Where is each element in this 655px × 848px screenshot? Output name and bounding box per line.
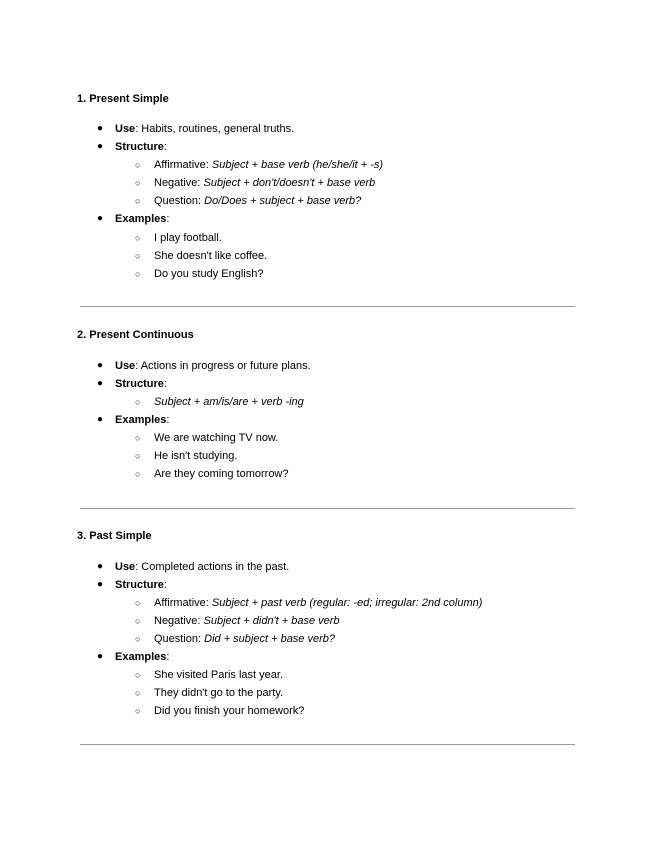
bullet-disc: ●	[97, 360, 104, 371]
bullet-disc: ●	[97, 651, 104, 662]
structure-prefix: Question:	[154, 633, 205, 645]
bullet-disc: ●	[97, 123, 104, 134]
bullet-disc: ●	[97, 378, 104, 389]
bullet-circle: ○	[135, 233, 141, 243]
structure-item	[135, 596, 482, 610]
example-item	[135, 668, 283, 682]
example-item	[135, 231, 222, 245]
structure-item	[135, 176, 375, 190]
example-item	[135, 431, 278, 445]
use-text: : Completed actions in the past.	[135, 561, 290, 573]
structure-colon: :	[163, 579, 167, 591]
bullet-circle: ○	[135, 634, 141, 644]
bullet-disc: ●	[97, 414, 104, 425]
horizontal-divider	[80, 306, 575, 307]
bullet-disc: ●	[97, 213, 104, 224]
structure-colon: :	[163, 378, 167, 390]
bullet-circle: ○	[135, 196, 141, 206]
structure-prefix: Affirmative:	[154, 159, 212, 171]
example-item	[135, 686, 283, 700]
section-heading: 2. Present Continuous	[77, 329, 194, 341]
section-heading: 1. Present Simple	[77, 93, 169, 105]
structure-prefix: Affirmative:	[154, 597, 212, 609]
list-item-structure	[97, 140, 167, 154]
example-item	[135, 467, 289, 481]
bullet-circle: ○	[135, 160, 141, 170]
example-text: Did you finish your homework?	[154, 705, 305, 717]
use-label: Use	[115, 360, 136, 372]
bullet-circle: ○	[135, 397, 141, 407]
example-item	[135, 249, 267, 263]
use-text: : Habits, routines, general truths.	[135, 123, 295, 135]
use-label: Use	[115, 561, 136, 573]
structure-item	[135, 632, 335, 646]
structure-formula: Subject + past verb (regular: -ed; irregular: 2nd column)	[211, 597, 483, 609]
structure-formula: Subject + didn't + base verb	[203, 615, 340, 627]
list-item-use	[97, 359, 311, 373]
bullet-circle: ○	[135, 616, 141, 626]
structure-item	[135, 194, 361, 208]
structure-colon: :	[163, 141, 167, 153]
example-text: We are watching TV now.	[154, 432, 279, 444]
example-item	[135, 449, 237, 463]
bullet-disc: ●	[97, 579, 104, 590]
examples-label: Examples	[115, 414, 167, 426]
examples-label: Examples	[115, 213, 167, 225]
bullet-disc: ●	[97, 561, 104, 572]
examples-colon: :	[166, 414, 170, 426]
examples-colon: :	[166, 213, 170, 225]
list-item-use	[97, 560, 289, 574]
example-text: They didn't go to the party.	[154, 687, 284, 699]
example-text: Do you study English?	[154, 268, 264, 280]
structure-prefix: Negative:	[154, 177, 204, 189]
structure-prefix: Question:	[154, 195, 205, 207]
examples-colon: :	[166, 651, 170, 663]
section-heading: 3. Past Simple	[77, 530, 152, 542]
example-item	[135, 704, 304, 718]
structure-item	[135, 395, 304, 409]
example-text: She visited Paris last year.	[154, 669, 284, 681]
list-item-structure	[97, 578, 167, 592]
example-text: I play football.	[154, 232, 222, 244]
list-item-examples	[97, 650, 169, 664]
structure-formula: Do/Does + subject + base verb?	[204, 195, 362, 207]
horizontal-divider	[80, 744, 575, 745]
use-text: : Actions in progress or future plans.	[135, 360, 311, 372]
bullet-circle: ○	[135, 433, 141, 443]
bullet-circle: ○	[135, 251, 141, 261]
list-item-structure	[97, 377, 167, 391]
bullet-circle: ○	[135, 706, 141, 716]
structure-formula: Subject + don't/doesn't + base verb	[203, 177, 376, 189]
list-item-use	[97, 122, 294, 136]
bullet-circle: ○	[135, 598, 141, 608]
bullet-circle: ○	[135, 688, 141, 698]
structure-item	[135, 614, 340, 628]
bullet-circle: ○	[135, 269, 141, 279]
structure-formula: Subject + am/is/are + verb -ing	[154, 396, 304, 408]
list-item-examples	[97, 212, 169, 226]
bullet-circle: ○	[135, 178, 141, 188]
structure-formula: Did + subject + base verb?	[204, 633, 335, 645]
horizontal-divider	[80, 508, 575, 509]
example-text: She doesn't like coffee.	[154, 250, 268, 262]
structure-label: Structure	[115, 141, 164, 153]
examples-label: Examples	[115, 651, 167, 663]
structure-label: Structure	[115, 579, 164, 591]
list-item-examples	[97, 413, 169, 427]
bullet-circle: ○	[135, 469, 141, 479]
bullet-circle: ○	[135, 670, 141, 680]
structure-formula: Subject + base verb (he/she/it + -s)	[211, 159, 384, 171]
bullet-circle: ○	[135, 451, 141, 461]
use-label: Use	[115, 123, 136, 135]
structure-label: Structure	[115, 378, 164, 390]
structure-item	[135, 158, 383, 172]
example-text: He isn't studying.	[154, 450, 238, 462]
example-text: Are they coming tomorrow?	[154, 468, 289, 480]
structure-prefix: Negative:	[154, 615, 204, 627]
bullet-disc: ●	[97, 141, 104, 152]
example-item	[135, 267, 263, 281]
